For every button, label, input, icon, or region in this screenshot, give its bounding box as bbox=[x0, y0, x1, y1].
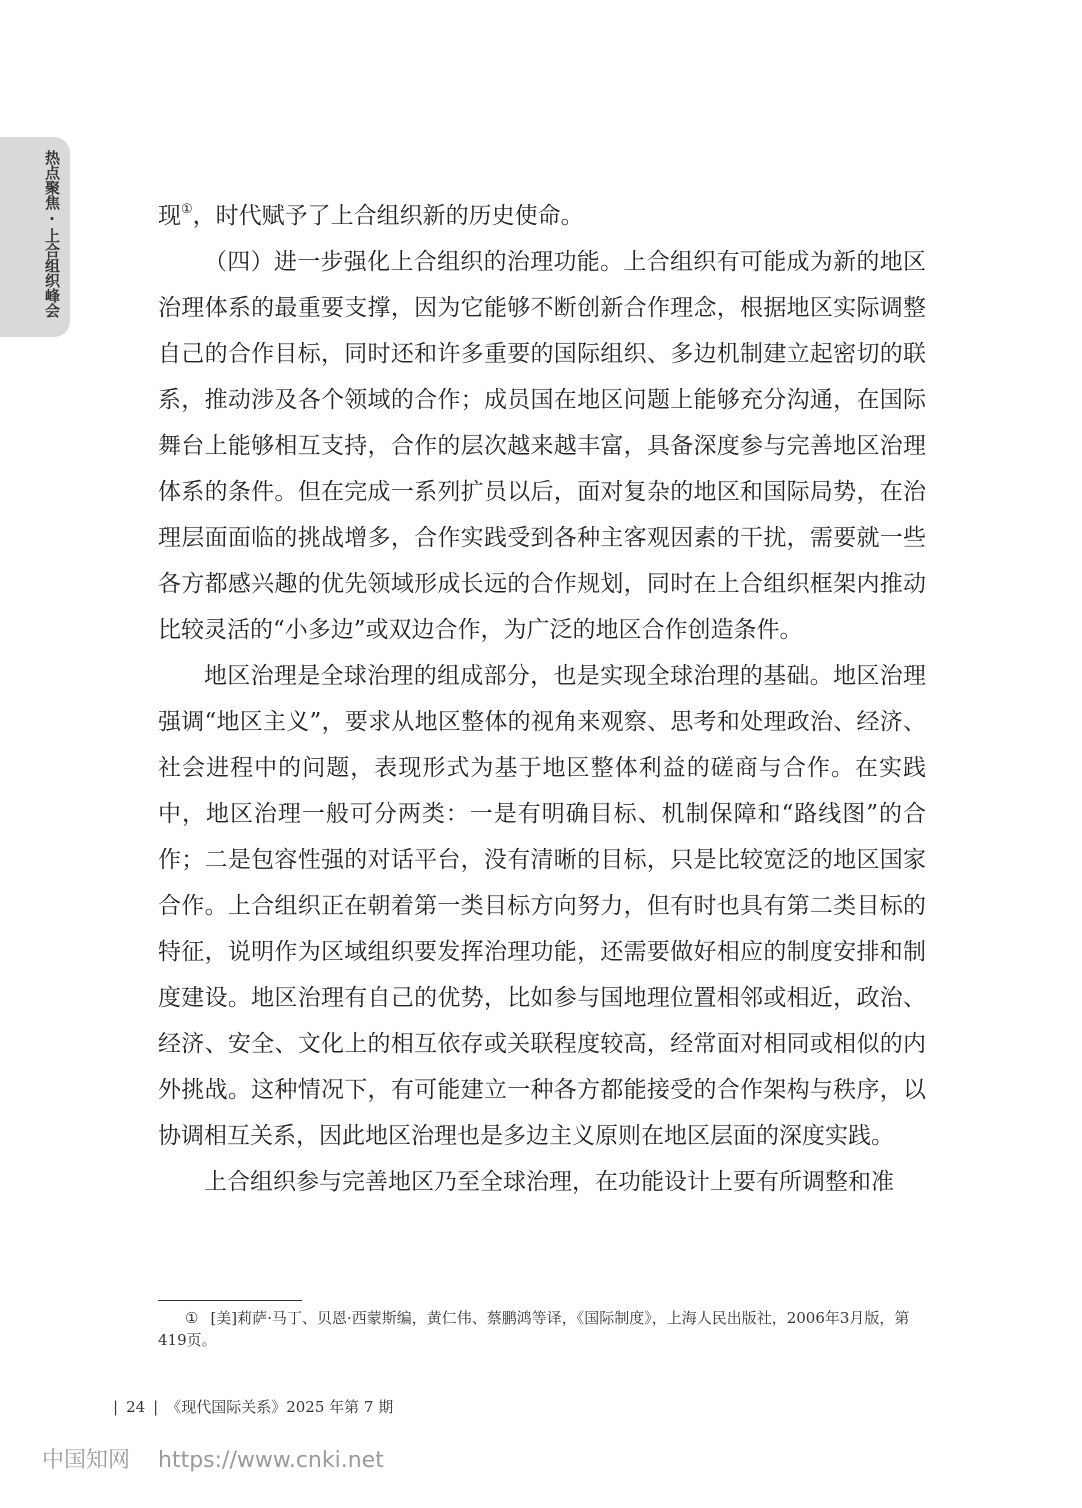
footnote-text: [美]莉萨·马丁、贝恩·西蒙斯编，黄仁伟、蔡鹏鸿等译，《国际制度》，上海人民出版社，2006年3月版，第419页。 bbox=[158, 1309, 910, 1349]
footnote-reference[interactable]: ① bbox=[181, 202, 193, 217]
page-number: 24 bbox=[126, 1398, 146, 1416]
paragraph-4: 上合组织参与完善地区乃至全球治理，在功能设计上要有所调整和准 bbox=[204, 1169, 894, 1195]
journal-name: 《现代国际关系》2025 年第 7 期 bbox=[166, 1398, 394, 1416]
section-side-tab-label: 热点聚焦·上合组织峰会 bbox=[43, 150, 61, 318]
footnote-divider bbox=[158, 1300, 302, 1301]
paragraph-1-text: 现 bbox=[158, 203, 181, 229]
footnote-number: ① bbox=[185, 1309, 199, 1327]
article-body bbox=[158, 193, 926, 1205]
watermark-name: 中国知网 bbox=[42, 1448, 131, 1473]
paragraph-1 bbox=[158, 193, 926, 239]
footer-bar-left: | bbox=[113, 1398, 119, 1416]
footer-bar-right: | bbox=[153, 1398, 159, 1416]
cnki-watermark bbox=[42, 1443, 384, 1474]
page-footer bbox=[105, 1397, 393, 1417]
paragraph-1-rest: ，时代赋予了上合组织新的历史使命。 bbox=[192, 203, 584, 229]
paragraph-2: （四）进一步强化上合组织的治理功能。上合组织有可能成为新的地区治理体系的最重要支撑，因为它能够不断创新合作理念，根据地区实际调整自己的合作目标，同时还和许多重要的国际组织、多边机制建立起密切的联系，推动涉及各个领域的合作；成员国在地区问题上能够充分沟通，在国际舞台上能够相互支持，合作的层次越来越丰富，具备深度参与完善地区治理体系的条件。但在完成一系列扩员以后，面对复杂的地区和国际局势，在治理层面面临的挑战增多，合作实践受到各种主客观因素的干扰，需要就一些各方都感兴趣的优先领域形成长远的合作规划，同时在上合组织框架内推动比较灵活的“小多边”或双边合作，为广泛的地区合作创造条件。 bbox=[158, 249, 926, 643]
footnote bbox=[158, 1307, 926, 1351]
watermark-url[interactable]: https://www.cnki.net bbox=[158, 1448, 384, 1473]
paragraph-3: 地区治理是全球治理的组成部分，也是实现全球治理的基础。地区治理强调“地区主义”，要求从地区整体的视角来观察、思考和处理政治、经济、社会进程中的问题，表现形式为基于地区整体利益的磋商与合作。在实践中，地区治理一般可分两类：一是有明确目标、机制保障和“路线图”的合作；二是包容性强的对话平台，没有清晰的目标，只是比较宽泛的地区国家合作。上合组织正在朝着第一类目标方向努力，但有时也具有第二类目标的特征，说明作为区域组织要发挥治理功能，还需要做好相应的制度安排和制度建设。地区治理有自己的优势，比如参与国地理位置相邻或相近，政治、经济、安全、文化上的相互依存或关联程度较高，经常面对相同或相似的内外挑战。这种情况下，有可能建立一种各方都能接受的合作架构与秩序，以协调相互关系，因此地区治理也是多边主义原则在地区层面的深度实践。 bbox=[158, 663, 926, 1149]
